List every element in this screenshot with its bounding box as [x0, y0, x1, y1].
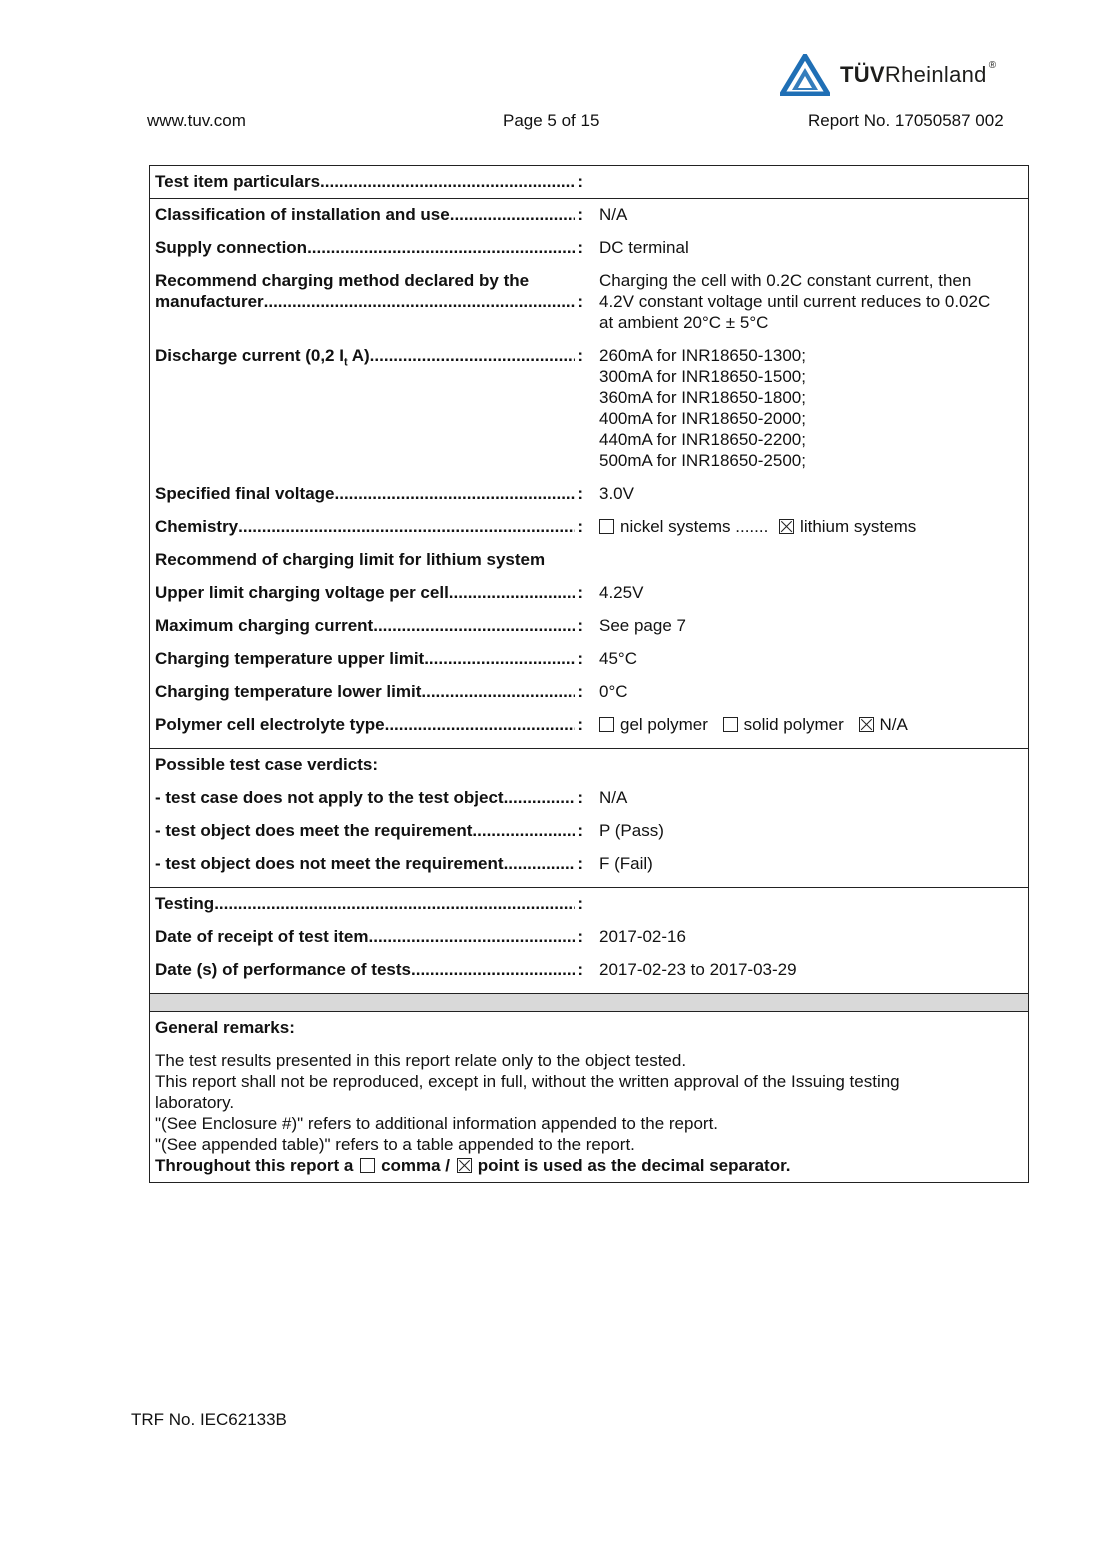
checkbox-unchecked-icon: [599, 519, 614, 534]
testing-title-row: Testing ..... :: [150, 888, 1028, 921]
trf-number: TRF No. IEC62133B: [131, 1410, 287, 1429]
discharge-row: Discharge current (0,2 $I_t$ A) ..... : 260mA for INR18650-1300; 300mA for INR18650-1500; 360mA for INR18650-1800; 400mA for INR18650-2000; 440mA for INR18650-2200; 500mA for INR18650-2500;: [150, 340, 1028, 478]
max-current-row: Maximum charging current ..... : See page 7: [150, 610, 1028, 643]
electrolyte-row: Polymer cell electrolyte type ..... : gel polymer solid polymer N/A: [150, 709, 1028, 742]
verdicts-title: Possible test case verdicts:: [155, 755, 379, 774]
report-number: Report No. 17050587 002: [808, 111, 1004, 130]
upper-voltage-row: Upper limit charging voltage per cell ..... : 4.25V: [150, 577, 1028, 610]
remarks-line: "(See appended table)" refers to a table appended to the report.: [155, 1135, 635, 1154]
chemistry-row: Chemistry ..... : nickel systems ....... lithium systems: [150, 511, 1028, 544]
charging-limit-heading: Recommend of charging limit for lithium system: [155, 550, 546, 569]
triangle-logo-icon: [780, 54, 830, 96]
logo-wordmark: TÜVRheinland ®: [840, 60, 997, 87]
website: www.tuv.com: [147, 111, 246, 130]
verdict-pass-row: - test object does meet the requirement ..... : P (Pass): [150, 815, 1028, 848]
verdict-fail-row: - test object does not meet the requirement ..... : F (Fail): [150, 848, 1028, 881]
temp-upper-row: Charging temperature upper limit ..... : 45°C: [150, 643, 1028, 676]
checkbox-checked-icon: [859, 717, 874, 732]
testing-section: [150, 888, 1028, 994]
remarks-line: This report shall not be reproduced, except in full, without the written approval of the Issuing testing: [155, 1072, 900, 1091]
charging-method-row: Recommend charging method declared by the manufacturer ..... : Charging the cell with 0.2C constant current, then 4.2V constant voltage until current reduces to 0.02C at ambient 20°C ± 5°C: [150, 265, 1028, 340]
page-number: Page 5 of 15: [503, 111, 600, 130]
remarks-title: General remarks:: [155, 1018, 295, 1037]
grey-divider: [150, 994, 1028, 1012]
verdict-na-row: - test case does not apply to the test object ..... : N/A: [150, 782, 1028, 815]
classification-row: Classification of installation and use ..... : N/A: [150, 199, 1028, 232]
checkbox-unchecked-icon: [360, 1158, 375, 1173]
remarks-line: The test results presented in this report relate only to the object tested.: [155, 1051, 687, 1070]
performance-date-row: Date (s) of performance of tests ..... : 2017-02-23 to 2017-03-29: [150, 954, 1028, 987]
receipt-date-row: Date of receipt of test item ..... : 2017-02-16: [150, 921, 1028, 954]
report-sheet: [149, 165, 1029, 1183]
remarks-line: laboratory.: [155, 1093, 235, 1112]
decimal-separator-line: Throughout this report a comma / point is used as the decimal separator.: [155, 1156, 791, 1175]
general-remarks: [150, 1012, 1028, 1182]
temp-lower-row: Charging temperature lower limit ..... : 0°C: [150, 676, 1028, 709]
particulars-title-section: Test item particulars ..... :: [150, 166, 1028, 199]
tuv-rheinland-logo: [780, 54, 996, 96]
particulars-title: Test item particulars: [155, 172, 321, 191]
checkbox-unchecked-icon: [599, 717, 614, 732]
checkbox-checked-icon: [457, 1158, 472, 1173]
supply-row: Supply connection ..... : DC terminal: [150, 232, 1028, 265]
checkbox-checked-icon: [779, 519, 794, 534]
checkbox-unchecked-icon: [723, 717, 738, 732]
particulars-section: [150, 199, 1028, 749]
final-voltage-row: Specified final voltage ..... : 3.0V: [150, 478, 1028, 511]
verdicts-section: [150, 749, 1028, 888]
remarks-line: "(See Enclosure #)" refers to additional information appended to the report.: [155, 1114, 719, 1133]
